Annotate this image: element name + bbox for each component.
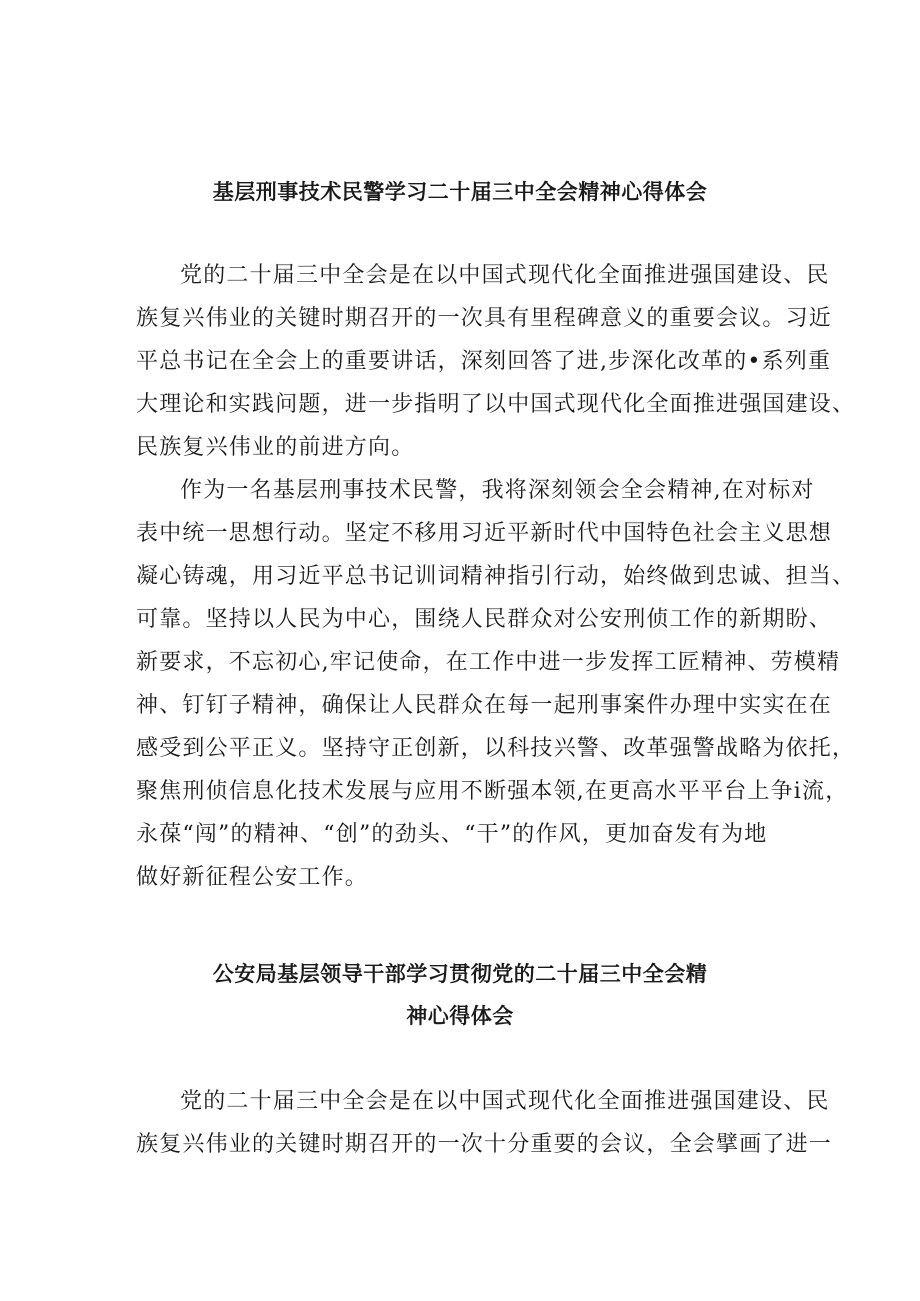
- article2-title-line1: 公安局基层领导干部学习贯彻党的二十届三中全会精: [212, 962, 708, 986]
- article1-p1-line4: 大理论和实践问题，进一步指明了以中国式现代化全面推进强国建设、: [136, 392, 856, 417]
- article1-p2-line10: 做好新征程公安工作。: [136, 865, 369, 890]
- article1-p2-line7: 感受到公平正义。坚持守正创新，以科技兴警、改革强警战略为依托，: [136, 736, 856, 761]
- article1-p2-line6: 神、钉钉子精神，确保让人民群众在每一起刑事案件办理中实实在在: [136, 693, 833, 718]
- article1-p1-line1: 党的二十届三中全会是在以中国式现代化全面推进强国建设、民: [180, 263, 830, 288]
- article1-p2-line4: 可靠。坚持以人民为中心，围绕人民群众对公安刑侦工作的新期盼、: [136, 607, 833, 632]
- article1-p2-line1: 作为一名基层刑事技术民警，我将深刻领会全会精神,在对标对: [180, 478, 815, 503]
- article1-p1-line3: 平总书记在全会上的重要讲话，深刻回答了进,步深化改革的•系列重: [136, 349, 832, 374]
- article1-p1-line2: 族复兴伟业的关键时期召开的一次具有里程碑意义的重要会议。习近: [136, 306, 833, 331]
- article1-p1-line5: 民族复兴伟业的前进方向。: [136, 435, 415, 460]
- article1-p2-line8: 聚焦刑侦信息化技术发展与应用不断强本领,在更高水平平台上争i流，: [136, 779, 849, 804]
- article1-p2-line9: 永葆“闯”的精神、“创”的劲头、“干”的作风，更加奋发有为地: [136, 822, 768, 847]
- article1-p2-line3: 凝心铸魂，用习近平总书记训词精神指引行动，始终做到忠诚、担当、: [136, 564, 856, 589]
- article1-p2-line2: 表中统一思想行动。坚定不移用习近平新时代中国特色社会主义思想: [136, 521, 833, 546]
- article2-title-line2: 神心得体会: [406, 1004, 514, 1028]
- article1-title: 基层刑事技术民警学习二十届三中全会精神心得体会: [212, 180, 708, 204]
- article2-p1-line2: 族复兴伟业的关键时期召开的一次十分重要的会议，全会擘画了进一: [136, 1132, 833, 1157]
- article1-p2-line5: 新要求，不忘初心,牢记使命，在工作中进一步发挥工匠精神、劳模精: [136, 650, 841, 675]
- article2-p1-line1: 党的二十届三中全会是在以中国式现代化全面推进强国建设、民: [180, 1089, 830, 1114]
